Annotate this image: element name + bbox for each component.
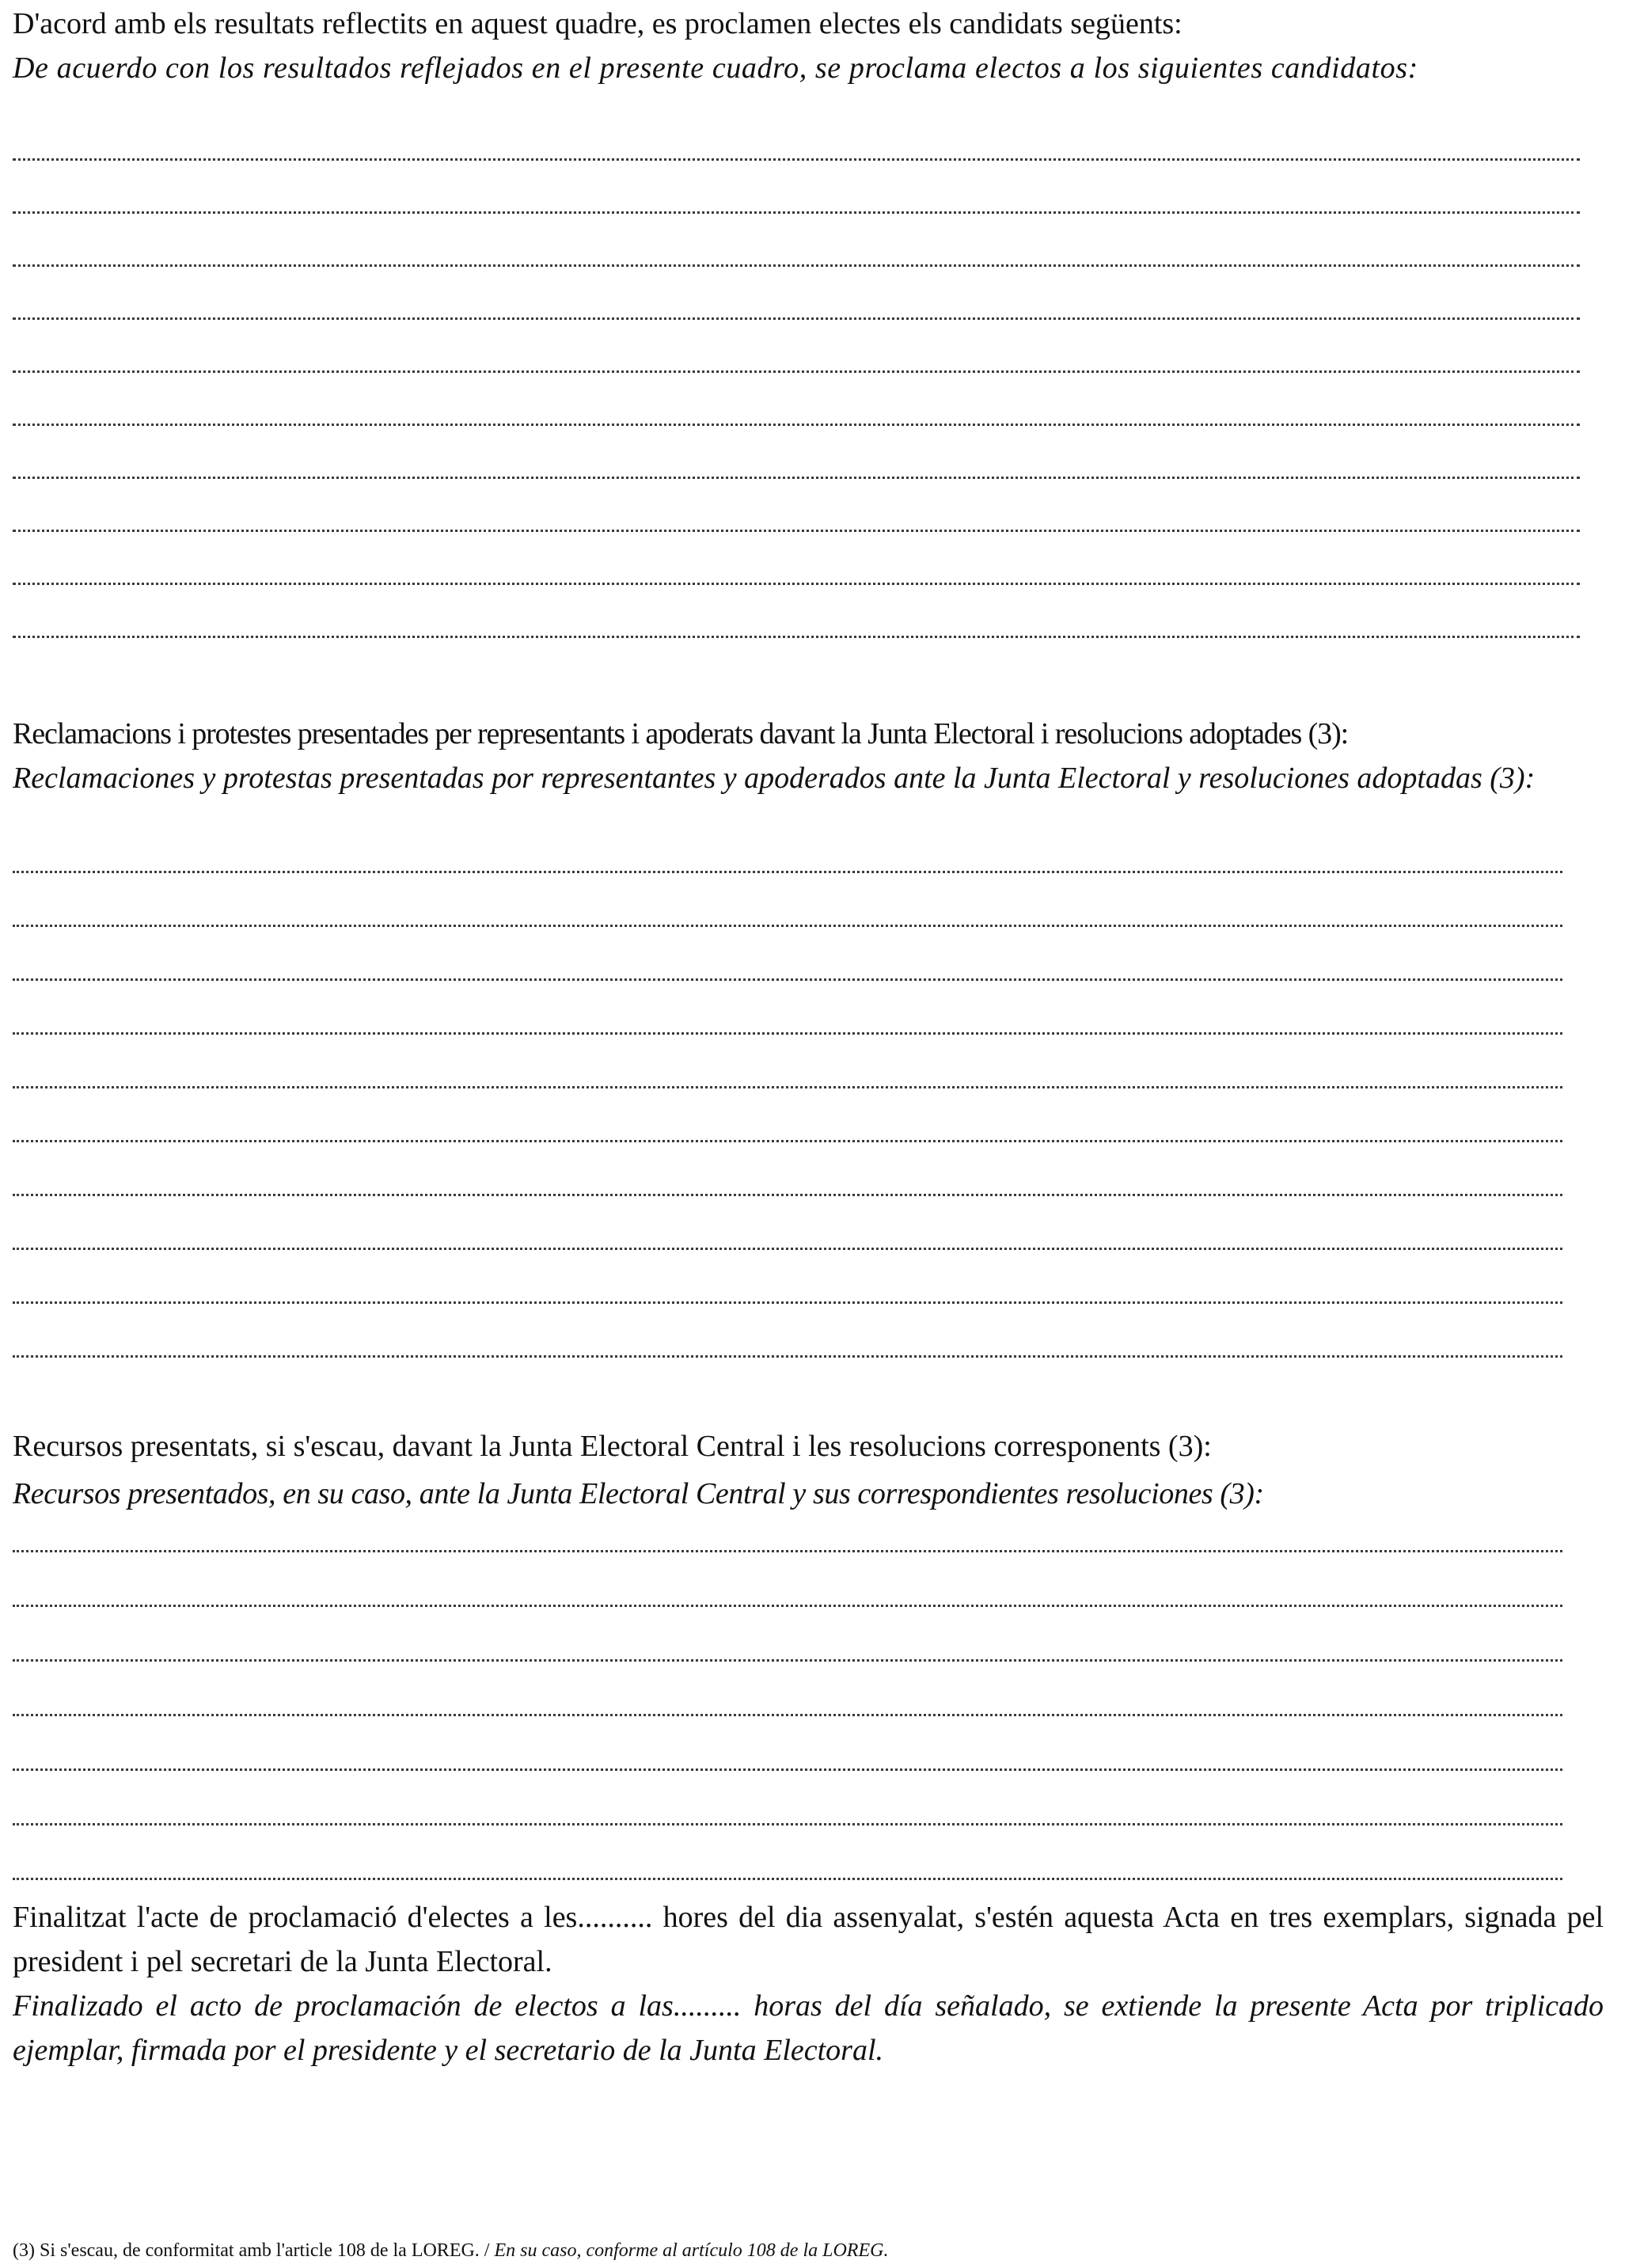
claims-blank-line[interactable] <box>13 1032 1562 1035</box>
footnote-es: En su caso, conforme al artículo 108 de la LOREG. <box>494 2240 889 2261</box>
appeals-blank-line[interactable] <box>13 1823 1562 1825</box>
elected-candidates-blank-line[interactable] <box>13 530 1580 532</box>
closing-ca-before: Finalitzat l'acte de proclamació d'electes a les <box>13 1901 578 1934</box>
appeals-title-ca: Recursos presentats, si s'escau, davant la Junta Electoral Central i les resolucions corresponents (3): <box>13 1430 1212 1463</box>
claims-heading <box>13 712 1604 800</box>
closing-statement <box>13 1895 1604 2072</box>
claims-blank-line[interactable] <box>13 1140 1562 1142</box>
elected-candidates-blank-line[interactable] <box>13 370 1580 373</box>
footnote-ca: (3) Si s'escau, de conformitat amb l'article 108 de la LOREG. / <box>13 2240 490 2261</box>
appeals-heading <box>13 1423 1604 1518</box>
elected-candidates-blank-line[interactable] <box>13 636 1580 638</box>
elected-candidates-title-es: De acuerdo con los resultados reflejados en el presente cuadro, se proclama electos a los siguientes candidatos: <box>13 51 1418 85</box>
claims-title-ca: Reclamacions i protestes presentades per representants i apoderats davant la Junta Electoral i resolucions adoptades (3): <box>13 717 1349 750</box>
elected-candidates-blank-line[interactable] <box>13 424 1580 426</box>
closing-es-before: Finalizado el acto de proclamación de electos a las <box>13 1989 674 2023</box>
elected-candidates-blank-line[interactable] <box>13 317 1580 320</box>
elected-candidates-blank-line[interactable] <box>13 211 1580 214</box>
elected-candidates-blank-line[interactable] <box>13 158 1580 161</box>
closing-text-es <box>13 1984 1604 2072</box>
claims-blank-line[interactable] <box>13 1355 1562 1358</box>
claims-blank-line[interactable] <box>13 1248 1562 1250</box>
elected-candidates-heading <box>13 2 1604 90</box>
closing-ca-after: hores del dia assenyalat, s'estén aquesta Acta en tres exemplars, signada pel president i pel secretari de la Junta Electoral. <box>13 1901 1604 1978</box>
elected-candidates-blank-line[interactable] <box>13 477 1580 479</box>
footnote <box>13 2239 888 2262</box>
elected-candidates-title-ca: D'acord amb els resultats reflectits en aquest quadre, es proclamen electes els candidats següents: <box>13 7 1183 40</box>
claims-title-es: Reclamaciones y protestas presentadas por representantes y apoderados ante la Junta Electoral y resoluciones adoptadas (3): <box>13 762 1536 795</box>
claims-blank-line[interactable] <box>13 925 1562 927</box>
elected-candidates-blank-line[interactable] <box>13 264 1580 267</box>
appeals-blank-line[interactable] <box>13 1659 1562 1662</box>
elected-candidates-blank-line[interactable] <box>13 583 1580 585</box>
appeals-blank-line[interactable] <box>13 1768 1562 1771</box>
appeals-blank-line[interactable] <box>13 1550 1562 1552</box>
claims-blank-line[interactable] <box>13 978 1562 981</box>
claims-blank-line[interactable] <box>13 1301 1562 1304</box>
claims-blank-line[interactable] <box>13 1194 1562 1196</box>
appeals-title-es: Recursos presentados, en su caso, ante la Junta Electoral Central y sus correspondientes resoluciones (3): <box>13 1477 1264 1510</box>
closing-text-ca <box>13 1895 1604 1984</box>
appeals-blank-line[interactable] <box>13 1878 1562 1880</box>
appeals-blank-line[interactable] <box>13 1605 1562 1607</box>
closing-hour-field-es[interactable]: ......... <box>673 1989 742 2023</box>
closing-hour-field-ca[interactable]: .......... <box>577 1901 653 1934</box>
claims-blank-line[interactable] <box>13 1086 1562 1088</box>
closing-es-after: horas del día señalado, se extiende la presente Acta por triplicado ejemplar, firmada por el presidente y el secretario de la Junta Electoral. <box>13 1989 1604 2067</box>
appeals-blank-line[interactable] <box>13 1714 1562 1716</box>
claims-blank-line[interactable] <box>13 871 1562 873</box>
